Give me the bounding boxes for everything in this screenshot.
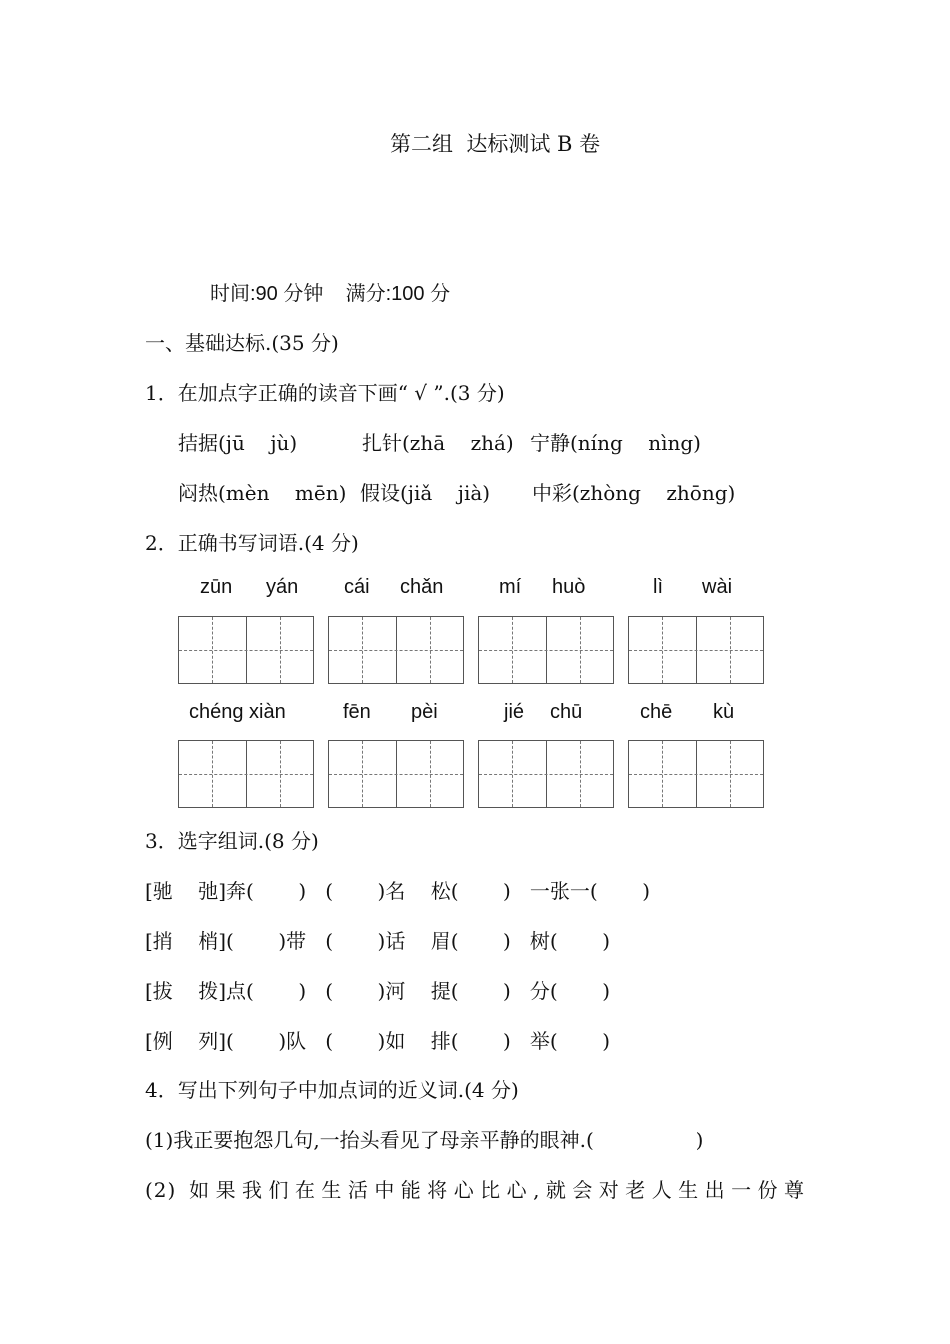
page-title: 第二组 达标测试 B 卷 — [390, 132, 601, 156]
time-and-score — [210, 277, 450, 306]
writing-grid[interactable] — [328, 616, 464, 684]
q1-item: 中彩(zhòng zhōng) — [532, 481, 736, 505]
pinyin-label: lì — [653, 576, 663, 598]
pinyin-label: jié — [504, 701, 525, 723]
pinyin-label: chū — [550, 701, 583, 723]
q3-row: [驰 弛]奔( ) ( )名 松( ) 一张一( ) — [145, 879, 651, 903]
pinyin-label: wài — [702, 576, 733, 598]
writing-grid[interactable] — [478, 616, 614, 684]
writing-grid[interactable] — [628, 616, 764, 684]
pinyin-label: huò — [552, 576, 586, 598]
pinyin-label: pèi — [411, 701, 438, 723]
writing-grid[interactable] — [178, 740, 314, 808]
question-2-heading: 2．正确书写词语.(4 分) — [145, 531, 359, 555]
pinyin-label: mí — [499, 576, 522, 598]
q3-row: [捎 梢]( )带 ( )话 眉( ) 树( ) — [145, 929, 611, 953]
writing-grid[interactable] — [328, 740, 464, 808]
time-line: 时间:90 分钟 满分:100 分 — [210, 283, 451, 305]
pinyin-label: chéng — [189, 701, 244, 723]
pinyin-label: kù — [713, 701, 735, 723]
pinyin-label: chē — [640, 701, 673, 723]
pinyin-label: xiàn — [249, 701, 286, 723]
question-1-heading: 1．在加点字正确的读音下画“ √ ”.(3 分) — [145, 381, 505, 405]
pinyin-label: zūn — [200, 576, 233, 598]
pinyin-label: cái — [344, 576, 370, 598]
q1-item: 假设(jiǎ jià) — [360, 481, 491, 505]
writing-grid[interactable] — [628, 740, 764, 808]
question-4-heading: 4．写出下列句子中加点词的近义词.(4 分) — [145, 1078, 519, 1102]
pinyin-label: chǎn — [400, 576, 444, 598]
section-heading: 一、基础达标.(35 分) — [145, 331, 339, 355]
q1-item: 闷热(mèn mēn) — [178, 481, 347, 505]
q1-item: 宁静(níng nìng) — [530, 431, 701, 455]
writing-grid[interactable] — [478, 740, 614, 808]
q1-item: 扎针(zhā zhá) — [362, 431, 514, 455]
q3-row: [拔 拨]点( ) ( )河 提( ) 分( ) — [145, 979, 611, 1003]
writing-grid[interactable] — [178, 616, 314, 684]
q4-sentence: (2) 如果我们在生活中能将心比心,就会对老人生出一份尊 — [145, 1178, 805, 1202]
q3-row: [例 列]( )队 ( )如 排( ) 举( ) — [145, 1029, 611, 1053]
pinyin-label: yán — [266, 576, 299, 598]
q1-item: 拮据(jū jù) — [178, 431, 298, 455]
q4-sentence: (1)我正要抱怨几句,一抬头看见了母亲平静的眼神.( ) — [145, 1128, 704, 1152]
question-3-heading: 3．选字组词.(8 分) — [145, 829, 319, 853]
pinyin-label: fēn — [343, 701, 371, 723]
